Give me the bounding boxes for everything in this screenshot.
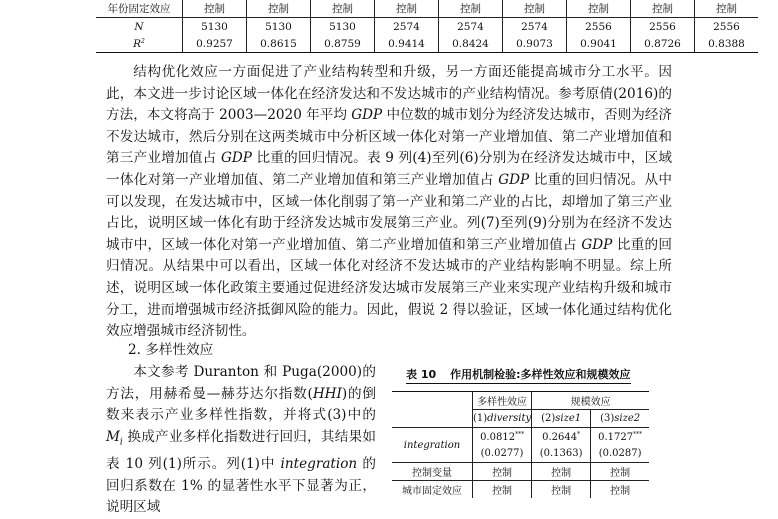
table-cell: (0.0277) [473,445,532,463]
row-label: N [134,20,144,33]
table-cell: 控制 [247,0,311,18]
text: 换成产业多样化指数进行回归，其结果如表 10 列(1)所示。列(1)中 [106,428,376,473]
table-cell [591,428,650,446]
text: GDP [581,236,613,253]
row-label: 城市固定效应 [402,486,462,497]
text: *** [633,430,643,438]
table-cell: 0.9257 [183,35,247,53]
r-sup: 2 [141,37,145,45]
table-cell: 2556 [631,18,695,36]
text: 比重的回归情况。表 9 列(4)至列(6)分别为在经济发达城市中，区域一体化对第一产业增加值、第二产业增加值和第三产业增加值占 [106,150,672,188]
table-row [392,463,649,481]
text: GDP [351,107,383,124]
empty-cell [392,410,473,428]
text: 中位数的城市划分为经济发达城市，否则为经济不发达城市，然后分别在这两类城市中分析区域一体化对第一产业增加值、第二产业增加值和第三产业增加值占 [106,107,673,167]
table-cell: 0.8726 [631,35,695,53]
table-row [96,35,758,53]
table-cell: 5130 [247,18,311,36]
row-label: 年份固定效应 [96,0,183,18]
text: 结构优化效应一方面促进了产业结构转型和升级，另一方面还能提高城市分工水平。因此，本文进一步讨论区域一体化在经济发达和不发达城市的产业结构情况。参考原倩(2016)的方法，本文将高于 2003—2020 年平均 [106,64,672,124]
text: i [119,437,123,448]
table-cell: (0.1363) [532,445,591,463]
body-paragraph-diversity [106,362,376,519]
table-cell [473,428,532,446]
table-cell: 5130 [311,18,375,36]
table-cell: 2574 [439,18,503,36]
text: * [577,430,581,438]
text: GDP [221,150,252,167]
text: diversity [487,413,532,424]
table-cell: 控制 [183,0,247,18]
table-cell: 控制 [473,481,532,499]
table-row [392,392,649,410]
text: 的回归系数在 1% 的显著性水平下显著为正，说明区域 [106,456,376,516]
group-header: 规模效应 [532,392,650,410]
table-row [392,481,649,499]
text: 比重的回归情况。从中可以发现，在发达城市中，区域一体化削弱了第一产业和第二产业的占比，却增加了第三产业占比，说明区域一体化有助于经济发达城市发展第三产业。列(7)至列(9)分别为在经济不发达城市中，区域一体化对第一产业增加值、第二产业增加值和第三产业增加值占 [106,171,672,253]
text: (2) [541,413,556,424]
table-cell: 控制 [311,0,375,18]
table10-caption: 作用机制检验:多样性效应和规模效应 [450,368,631,381]
table-cell: 2556 [567,18,631,36]
table-cell: 控制 [532,463,591,481]
text: 0.0812 [480,431,516,443]
table-cell: 0.8424 [439,35,503,53]
top-regression-table [96,0,758,53]
r-label: R [133,37,142,50]
text: 比重的回归情况。从结果中可以看出，区域一体化对经济不发达城市的产业结构影响不明显。综上所述，说明区域一体化政策主要通过促进经济发达城市发展第三产业来实现产业结构升级和城市分工，进而增强城市经济抵御风险的能力。因此，假说 2 得以验证，区域一体化通过结构优化效应增强城市经济韧性。 [106,236,672,340]
table-cell: 0.8759 [311,35,375,53]
body-paragraph-structure [106,62,672,343]
table-cell: 控制 [591,481,650,499]
table-cell: 0.9414 [375,35,439,53]
table-cell: 2574 [375,18,439,36]
text: 0.1727 [598,431,634,443]
section-title: 2. 多样性效应 [128,342,214,358]
text: (1) [473,413,488,424]
text: size1 [555,413,582,424]
text: M [106,428,120,445]
table-cell: 控制 [473,463,532,481]
table10-title [406,366,631,384]
row-label: integration [392,428,473,463]
col-header [473,410,532,428]
table-cell: 控制 [375,0,439,18]
text: integration [280,456,358,473]
table-cell: 0.8615 [247,35,311,53]
table-cell: 0.8388 [695,35,759,53]
table-cell: 控制 [631,0,695,18]
table-cell: 控制 [532,481,591,499]
table-row [392,410,649,428]
text: )的倒数来表示产业多样性指数，并将式(3)中的 [106,385,376,424]
table-cell: 5130 [183,18,247,36]
table-cell: 控制 [503,0,567,18]
text: *** [515,430,525,438]
text: size2 [614,413,641,424]
col-header [532,410,591,428]
text: GDP [498,171,530,188]
table-cell: 0.9041 [567,35,631,53]
table10-number: 表 10 [406,368,437,381]
row-label: 控制变量 [392,463,473,481]
table-cell: 控制 [567,0,631,18]
table-cell: 2556 [695,18,759,36]
table-row [392,428,649,446]
table-cell [532,428,591,446]
text: (3) [600,413,615,424]
text: HHI [312,385,342,402]
table-cell: 0.9073 [503,35,567,53]
table-cell: 控制 [591,463,650,481]
table-cell: (0.0287) [591,445,650,463]
table-row [96,0,758,18]
empty-cell [392,392,473,410]
group-header: 多样性效应 [473,392,532,410]
row-label [96,35,183,53]
table-cell: 控制 [695,0,759,18]
table-cell: 控制 [439,0,503,18]
table-cell: 2574 [503,18,567,36]
text: 本文参考 Duranton 和 Puga(2000)的方法，用赫希曼—赫芬达尔指数( [106,364,376,402]
table-row [96,18,758,36]
col-header [591,410,650,428]
text: 0.2644 [542,431,578,443]
